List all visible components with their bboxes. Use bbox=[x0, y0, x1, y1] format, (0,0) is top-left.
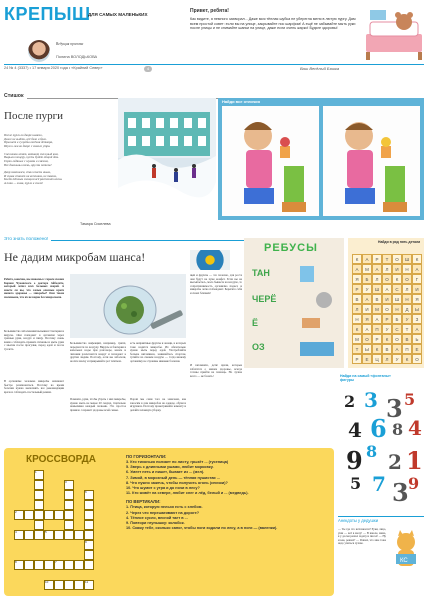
wordsearch-cell[interactable]: Р bbox=[372, 254, 382, 264]
poem-line: А пока — зима, пурга и снега! bbox=[4, 181, 44, 186]
number-digit: 5 bbox=[350, 474, 362, 493]
wordsearch-cell[interactable]: Т bbox=[352, 344, 362, 354]
crossword-cell[interactable] bbox=[34, 500, 44, 510]
crossword-number: 4 bbox=[15, 530, 17, 534]
crossword-clue: 11. Кто живёт на севере, любит снег и лёд, белый и ... (медведь). bbox=[126, 491, 249, 496]
wordsearch-cell[interactable]: А bbox=[362, 254, 372, 264]
wordsearch-cell[interactable]: П bbox=[372, 324, 382, 334]
crossword-cell[interactable] bbox=[34, 560, 44, 570]
article-col2-body: Большинство инфекций, например, грипп, передаются по воздуху. Вирусы и бактерии в капельках воды при разговоре, кашле и чихании разлетаются вокруг и попадают к другим людям. Поэтому, если вы заболели, носите маску и прикрывайте рот платком. bbox=[70, 342, 126, 363]
wordsearch-cell[interactable]: А bbox=[382, 284, 392, 294]
crossword-cell[interactable] bbox=[24, 530, 34, 540]
crossword-clue: 2. Через что перешагивают на дороге? bbox=[126, 510, 200, 515]
sick-bear-illustration bbox=[364, 4, 424, 62]
numbers-panel bbox=[338, 372, 424, 508]
crossword-number: 8 bbox=[15, 560, 17, 564]
differences-picture-left bbox=[222, 106, 319, 216]
wordsearch-cell[interactable]: А bbox=[372, 314, 382, 324]
crossword-cell[interactable] bbox=[84, 510, 94, 520]
number-digit: 6 bbox=[370, 414, 387, 443]
crossword-number: 5 bbox=[45, 530, 47, 534]
rebus-item: ЧЕРЁ bbox=[252, 294, 277, 304]
wordsearch-cell[interactable]: Н bbox=[402, 264, 412, 274]
wordsearch-cell[interactable]: О bbox=[412, 354, 422, 364]
crossword-cell[interactable] bbox=[54, 530, 64, 540]
crossword-clue: 9. Повтори глупышку: колобок. bbox=[126, 521, 185, 526]
number-digit: 2 bbox=[388, 450, 402, 474]
crossword-number: 1 bbox=[35, 470, 37, 474]
differences-picture-right bbox=[323, 106, 420, 216]
wordsearch-cell[interactable]: Н bbox=[392, 304, 402, 314]
poem-line: И снова станет он весенним, не таким, bbox=[4, 173, 57, 178]
wordsearch-cell[interactable]: Л bbox=[372, 274, 382, 284]
wordsearch-cell[interactable]: К bbox=[372, 344, 382, 354]
wordsearch-cell[interactable]: А bbox=[412, 324, 422, 334]
logo-subtitle: ДЛЯ САМЫХ МАЛЕНЬКИХ bbox=[88, 12, 148, 17]
poem-line: Все довольны очень, кругом потеха! bbox=[4, 162, 52, 167]
joke-text: — Ты где это испачкался? Руки, лицо, уши — всё в мелу! — В школе, мама, я у доски решал задачу и писал! — Ну и как, решил? — Решил, что мне тоже надо учиться лучше. bbox=[338, 528, 386, 545]
article-col1-body: Большинство заболеваний вызывают бактерии и вирусы. Они попадают в организм через грязные руки, воздух и пищу. Поэтому очень важно соблюдать правила гигиены и мыть руки с мылом после прогулки, перед едой и после туалета. bbox=[4, 330, 64, 351]
article-col3-body2: Порой мы сами того не замечаем, как заносим в дом микробов на одежде, обуви и игрушках. Поэтому проветривайте комнату и делайте влажную уборку. bbox=[130, 398, 186, 412]
number-digit: 4 bbox=[348, 418, 362, 442]
crossword-title: КРОССВОРДА bbox=[26, 454, 96, 465]
poem-title: После пурги bbox=[4, 110, 64, 122]
crossword-number: 11 bbox=[85, 580, 89, 584]
crossword-cell[interactable] bbox=[34, 520, 44, 530]
host-name: Полина ВОЛОДЬКОВА bbox=[56, 54, 98, 59]
crossword-cell[interactable] bbox=[64, 580, 74, 590]
crossword-cell[interactable] bbox=[34, 530, 44, 540]
crossword-number: 9 bbox=[85, 540, 87, 544]
poem-line: Вырыли пещеру, пусть будет общий дом. bbox=[4, 155, 59, 160]
wordsearch-cell[interactable]: Л bbox=[382, 354, 392, 364]
wordsearch-cell[interactable]: Р bbox=[382, 314, 392, 324]
wordsearch-cell[interactable]: Ш bbox=[392, 294, 402, 304]
rebus-pictures bbox=[294, 264, 340, 360]
number-digit: 3 bbox=[392, 478, 409, 507]
crossword-cell[interactable] bbox=[64, 510, 74, 520]
crossword-cell[interactable] bbox=[54, 580, 64, 590]
crossword-cell[interactable] bbox=[34, 490, 44, 500]
wordsearch-cell[interactable]: З bbox=[412, 314, 422, 324]
wordsearch-cell[interactable]: В bbox=[352, 294, 362, 304]
crossword-cell[interactable] bbox=[44, 560, 54, 570]
rebus-title: РЕБУСЫ bbox=[264, 242, 318, 254]
crossword-cell[interactable] bbox=[34, 480, 44, 490]
crossword-cell[interactable] bbox=[24, 560, 34, 570]
wordsearch-cell[interactable]: Ц bbox=[372, 354, 382, 364]
article-col3-body: есть неприятные фрукты и овощи, в которых тоже водятся микробы. Их обязательно нужно мыть перед едой. Употребляйте больше витаминов, занимайтесь спортом, гуляйте на свежем воздухе — тогда вашему организму не страшны никакие болезни. bbox=[130, 342, 186, 363]
handwashing-photo bbox=[70, 274, 186, 338]
wordsearch-cell[interactable]: П bbox=[402, 344, 412, 354]
crossword-clue: 7. Зимой, в морозный день — тёплая пушистая ... bbox=[126, 475, 220, 480]
rebus-item: ОЗ bbox=[252, 342, 265, 352]
number-digit: 5 bbox=[404, 390, 416, 409]
winter-yard-photo bbox=[118, 98, 216, 226]
crossword-cell[interactable] bbox=[84, 500, 94, 510]
differences-title: Найди все отличия bbox=[222, 99, 260, 104]
wordsearch-cell[interactable]: А bbox=[362, 294, 372, 304]
poem-line: Снеговика лепят, катают снежный ком, bbox=[4, 151, 59, 156]
header-logo bbox=[4, 4, 184, 28]
wordsearch-cell[interactable]: Б bbox=[362, 274, 372, 284]
wordsearch-cell[interactable]: Т bbox=[402, 324, 412, 334]
crossword-cell[interactable] bbox=[84, 550, 94, 560]
wordsearch-cell[interactable]: К bbox=[352, 254, 362, 264]
crossword-cell[interactable] bbox=[64, 560, 74, 570]
poem-text bbox=[4, 134, 94, 186]
wordsearch-cell[interactable]: В bbox=[402, 334, 412, 344]
wordsearch-cell[interactable]: М bbox=[362, 264, 372, 274]
crossword-cell[interactable] bbox=[64, 520, 74, 530]
article-section-label: Это знать положено! bbox=[4, 236, 51, 241]
wordsearch-cell[interactable]: Е bbox=[412, 344, 422, 354]
crossword-cell[interactable] bbox=[84, 560, 94, 570]
wordsearch-cell[interactable]: Г bbox=[412, 274, 422, 284]
wordsearch-cell[interactable]: О bbox=[392, 334, 402, 344]
wordsearch-cell[interactable]: В bbox=[382, 344, 392, 354]
article-headline: Не дадим микробам шанса! bbox=[4, 250, 146, 264]
wordsearch-cell[interactable]: Ь bbox=[412, 334, 422, 344]
wordsearch-cell[interactable]: Р bbox=[352, 354, 362, 364]
crossword-number: 2 bbox=[15, 510, 17, 514]
number-digit: 1 bbox=[406, 446, 423, 475]
crossword-clue: 3. Кто тихонько ползает по листу, грызёт ... (гусеница) bbox=[126, 460, 229, 464]
wordsearch-cell[interactable]: А bbox=[362, 324, 372, 334]
wordsearch-cell[interactable]: И bbox=[392, 264, 402, 274]
wordsearch-cell[interactable]: Д bbox=[402, 304, 412, 314]
article-lead: Ребята, конечно, вы знакомы с героем сказки Корнея Чуковского о докторе Айболите, который лечил всех больных зверей. А знаете ли вы, что самые опасные враги нашего здоровья — микробы? Они такие маленькие, что их не видно без микроскопа. bbox=[4, 278, 64, 299]
crossword-clue: 10. Что шумит с утра и до ночи в лесу? bbox=[126, 486, 200, 491]
wordsearch-cell[interactable]: М bbox=[352, 334, 362, 344]
crossword-clues bbox=[126, 454, 330, 531]
crossword-cell[interactable] bbox=[44, 510, 54, 520]
number-digit: 4 bbox=[408, 416, 422, 440]
host-photo bbox=[28, 40, 50, 62]
poem-line: Шум и гам во дворе с самого утра. bbox=[4, 144, 51, 149]
wordsearch-cell[interactable]: С bbox=[392, 284, 402, 294]
wordsearch-cell[interactable]: К bbox=[382, 334, 392, 344]
wordsearch-cell[interactable]: О bbox=[362, 334, 372, 344]
number-digit: 3 bbox=[364, 388, 378, 412]
crossword-clue: 5. Зверь с длинными ушами, любит морковку. bbox=[126, 465, 214, 470]
crossword-clue: 1. Птица, которую нельзя есть с хлебом. bbox=[126, 505, 203, 510]
wordsearch-cell[interactable]: Л bbox=[382, 264, 392, 274]
article-col1-body2: В организме человека микробы начинают быстро размножаться. Поэтому во время болезни нужно выполнять все рекомендации врача и соблюдать постельный режим. bbox=[4, 380, 64, 394]
cat-illustration bbox=[388, 528, 424, 568]
greeting-title: Привет, ребята! bbox=[190, 8, 229, 14]
crossword-clue: 6. Умеет петь и пишет, бывает из ... (мел). bbox=[126, 470, 205, 475]
article-col2-body2: Помните, руки, чтобы убрать с них микробы, нужно мыть не менее 20 секунд, тщательно намыливая каждый пальчик. Это простое правило сохранит здоровье всей семьи. bbox=[70, 398, 126, 412]
greeting-signature: Ваш Весёлый Бяшка bbox=[300, 66, 340, 71]
number-digit: 8 bbox=[392, 420, 404, 439]
wordsearch-cell[interactable]: Ш bbox=[372, 284, 382, 294]
number-digit: 8 bbox=[366, 442, 378, 461]
wordsearch-cell[interactable]: Ш bbox=[402, 254, 412, 264]
crossword-cell[interactable] bbox=[74, 560, 84, 570]
crossword-number: 3 bbox=[65, 480, 67, 484]
differences-panel bbox=[218, 98, 424, 220]
crossword-cell[interactable] bbox=[64, 530, 74, 540]
wordsearch-panel bbox=[348, 238, 424, 368]
poem-line: Горки ледяные с шумом и смехом, bbox=[4, 158, 49, 163]
wordsearch-cell[interactable]: Л bbox=[352, 304, 362, 314]
crossword-number: 10 bbox=[45, 580, 49, 584]
number-digit: 7 bbox=[372, 472, 386, 496]
wordsearch-cell[interactable]: У bbox=[402, 314, 412, 324]
wordsearch-cell[interactable]: О bbox=[392, 254, 402, 264]
greeting-text: Как видите, я немного захворал... Даже моя тёплая шубка не уберегла меня в лютую пургу. Дам всем простой совет: если вы на улице, закрывайте нос шарфом! А ещё не забывайте мыть руки после улицы и не снимайте шапки на улице, даже если очень жарко! Будьте здоровы! bbox=[190, 17, 356, 30]
wordsearch-cell[interactable]: С bbox=[392, 324, 402, 334]
crossword-cell[interactable] bbox=[84, 530, 94, 540]
wordsearch-cell[interactable]: О bbox=[402, 274, 412, 284]
crossword-clue: 8. Что нужно зажечь, чтобы получить огонь (спички)? bbox=[126, 480, 228, 485]
wordsearch-cell[interactable]: У bbox=[362, 284, 372, 294]
poem-author: Тамара Сиселева bbox=[80, 222, 111, 226]
crossword-cell[interactable] bbox=[54, 510, 64, 520]
wordsearch-cell[interactable]: К bbox=[392, 274, 402, 284]
crossword-grid bbox=[14, 470, 118, 590]
wordsearch-cell[interactable]: У bbox=[382, 324, 392, 334]
crossword-cell[interactable] bbox=[74, 580, 84, 590]
number-digit: 3 bbox=[386, 394, 403, 423]
wordsearch-cell[interactable]: Л bbox=[402, 284, 412, 294]
wordsearch-cell[interactable]: Я bbox=[352, 274, 362, 284]
crossword-clue: 4. Тёплое сусло, весной тает в ... bbox=[126, 515, 188, 520]
wordsearch-cell[interactable]: Я bbox=[412, 294, 422, 304]
clues-horizontal-label: ПО ГОРИЗОНТАЛИ: bbox=[126, 454, 167, 459]
poem-line: Прыгает в сугробы весёлая детвора, bbox=[4, 140, 53, 145]
article-col4-body2: И запомните, дети: врачи, которые заботятся о нашем здоровье, всегда готовы прийти на помощь. Но лучше всего — не болеть! bbox=[190, 364, 242, 378]
wordsearch-cell[interactable]: О bbox=[382, 304, 392, 314]
crossword-cell[interactable] bbox=[24, 510, 34, 520]
wordsearch-cell[interactable]: Ы bbox=[362, 344, 372, 354]
issue-line: 24 № 4 (3337) • 17 января 2020 года • «Крайний Север» bbox=[4, 66, 103, 70]
rebus-item: Ё bbox=[252, 318, 259, 328]
wordsearch-cell[interactable]: Я bbox=[362, 314, 372, 324]
logo-title: КРЕПЫШ bbox=[4, 4, 91, 24]
joke-title: Анекдоты у дедушки bbox=[338, 518, 379, 523]
wordsearch-cell[interactable]: Е bbox=[362, 354, 372, 364]
wordsearch-cell[interactable]: У bbox=[392, 354, 402, 364]
poem-section-label: Стишок bbox=[4, 93, 27, 99]
crossword-number: 6 bbox=[85, 490, 87, 494]
poem-line: После пурги во дворе намело, bbox=[4, 133, 43, 137]
crossword-cell[interactable] bbox=[64, 500, 74, 510]
wordsearch-cell[interactable]: Р bbox=[372, 334, 382, 344]
wordsearch-cell[interactable]: Н bbox=[352, 314, 362, 324]
wordsearch-cell[interactable]: В bbox=[372, 294, 382, 304]
svg-text:КС: КС bbox=[400, 558, 408, 564]
wordsearch-cell[interactable]: Р bbox=[352, 284, 362, 294]
rebus-panel bbox=[244, 238, 344, 368]
wordsearch-cell[interactable]: К bbox=[412, 254, 422, 264]
wordsearch-cell[interactable]: Т bbox=[382, 254, 392, 264]
wordsearch-cell[interactable]: И bbox=[412, 284, 422, 294]
wordsearch-cell[interactable]: И bbox=[382, 294, 392, 304]
wordsearch-cell[interactable]: А bbox=[352, 264, 362, 274]
crossword-cell[interactable] bbox=[84, 520, 94, 530]
wordsearch-cell[interactable]: К bbox=[402, 354, 412, 364]
rebus-item: ТАН bbox=[252, 268, 270, 278]
wordsearch-cell[interactable]: А bbox=[392, 344, 402, 354]
clues-vertical-label: ПО ВЕРТИКАЛИ: bbox=[126, 499, 161, 505]
wordsearch-cell[interactable]: А bbox=[372, 264, 382, 274]
wordsearch-cell[interactable]: Н bbox=[402, 294, 412, 304]
wordsearch-title: Найди в ряд пять детали bbox=[378, 240, 421, 244]
numbers-title: Найди на самый «фонтаны» фигуры bbox=[340, 374, 391, 383]
crossword-cell[interactable] bbox=[64, 490, 74, 500]
poem-line: Даже не выйти, всё бело и бело. bbox=[4, 136, 47, 141]
crossword-cell[interactable] bbox=[74, 530, 84, 540]
poem-line: Двор изменился, стал совсем иным, bbox=[4, 170, 51, 175]
crossword-number: 7 bbox=[55, 560, 57, 564]
wordsearch-cell[interactable]: Ы bbox=[412, 304, 422, 314]
crossword-cell[interactable] bbox=[34, 510, 44, 520]
wordsearch-cell[interactable]: К bbox=[352, 324, 362, 334]
host-label: Ведущая проекта bbox=[56, 42, 84, 46]
wordsearch-cell[interactable]: И bbox=[362, 304, 372, 314]
wordsearch-cell[interactable]: О bbox=[382, 274, 392, 284]
wordsearch-cell[interactable]: М bbox=[372, 304, 382, 314]
wordsearch-grid bbox=[352, 254, 422, 364]
wordsearch-cell[interactable]: А bbox=[412, 264, 422, 274]
wordsearch-cell[interactable]: Б bbox=[392, 314, 402, 324]
article-col4-body: щей и фрукты — это полезно, для роста они будут не хуже конфет. Если вы не высыпаетесь, мало бываете на воздухе, то сопротивляемость организма падает, и микробы легко побеждают. Берегите себя и своих близких! bbox=[190, 274, 242, 295]
number-digit: 9 bbox=[346, 446, 363, 475]
germ-photo bbox=[190, 250, 230, 270]
page-number: 4 bbox=[144, 66, 152, 72]
crossword-panel bbox=[4, 448, 334, 596]
crossword-clue: 10. Скажу тебе, сколько сапог, чтобы ноги ходили по лесу, а в ноги — (валенки). bbox=[126, 526, 278, 531]
poem-line: Когда тёплым солнцем всё растопит весна. bbox=[4, 177, 63, 182]
number-digit: 9 bbox=[408, 474, 420, 493]
number-digit: 2 bbox=[344, 392, 356, 411]
